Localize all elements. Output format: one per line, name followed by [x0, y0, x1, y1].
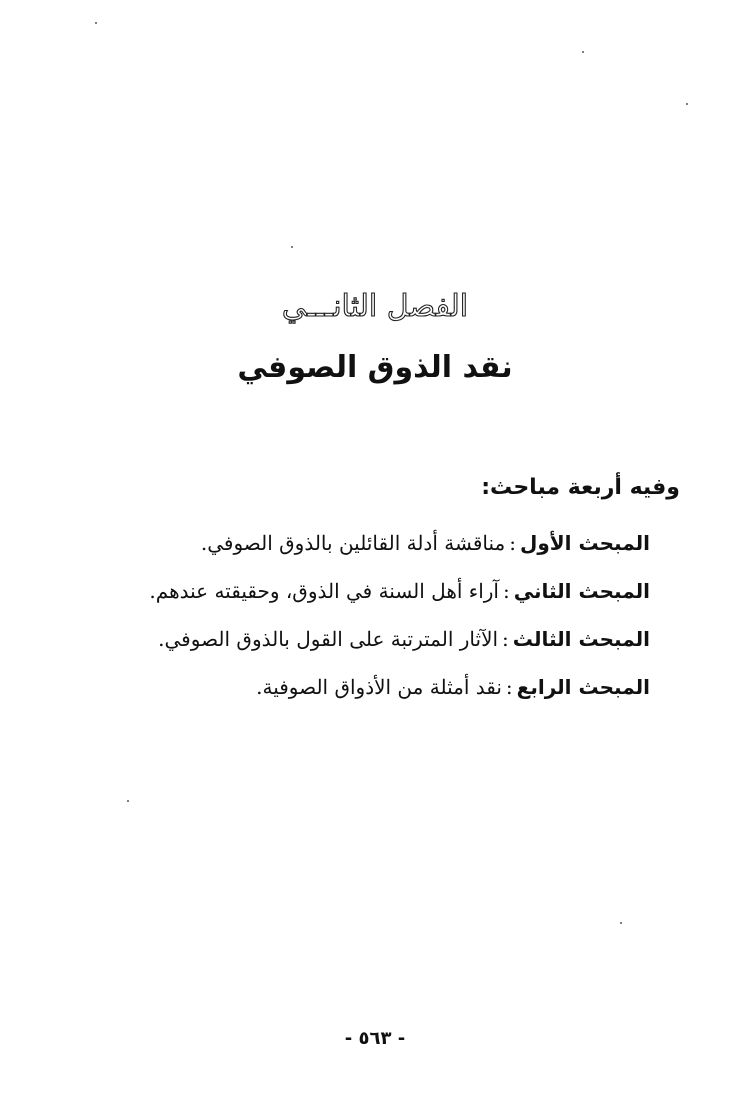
section-separator: :	[509, 531, 516, 555]
sections-list	[149, 528, 650, 720]
scan-speck	[127, 800, 129, 802]
section-name: المبحث الثاني	[513, 579, 650, 603]
section-item	[149, 624, 650, 672]
section-item	[149, 528, 650, 576]
chapter-label: الفصل الثانـــي	[281, 289, 469, 324]
chapter-title: نقد الذوق الصوفي	[237, 350, 513, 385]
section-text: آراء أهل السنة في الذوق، وحقيقته عندهم.	[149, 579, 499, 603]
scan-speck	[95, 22, 97, 24]
section-separator: :	[502, 627, 509, 651]
section-item	[149, 576, 650, 624]
section-separator: :	[505, 675, 513, 699]
section-text: مناقشة أدلة القائلين بالذوق الصوفي.	[200, 531, 506, 555]
page-number: - ٥٦٣ -	[344, 1028, 406, 1049]
scan-speck	[686, 103, 688, 105]
section-text: الآثار المترتبة على القول بالذوق الصوفي.	[158, 627, 499, 651]
scan-speck	[582, 51, 584, 53]
section-separator: :	[502, 579, 510, 603]
section-item	[149, 672, 650, 720]
scan-speck	[291, 246, 293, 248]
section-text: نقد أمثلة من الأذواق الصوفية.	[256, 675, 502, 699]
scan-speck	[620, 922, 622, 924]
sections-intro: وفيه أربعة مباحث:	[481, 475, 680, 500]
section-name: المبحث الثالث	[512, 627, 650, 651]
section-name: المبحث الأول	[519, 531, 650, 555]
section-name: المبحث الرابع	[516, 675, 650, 699]
